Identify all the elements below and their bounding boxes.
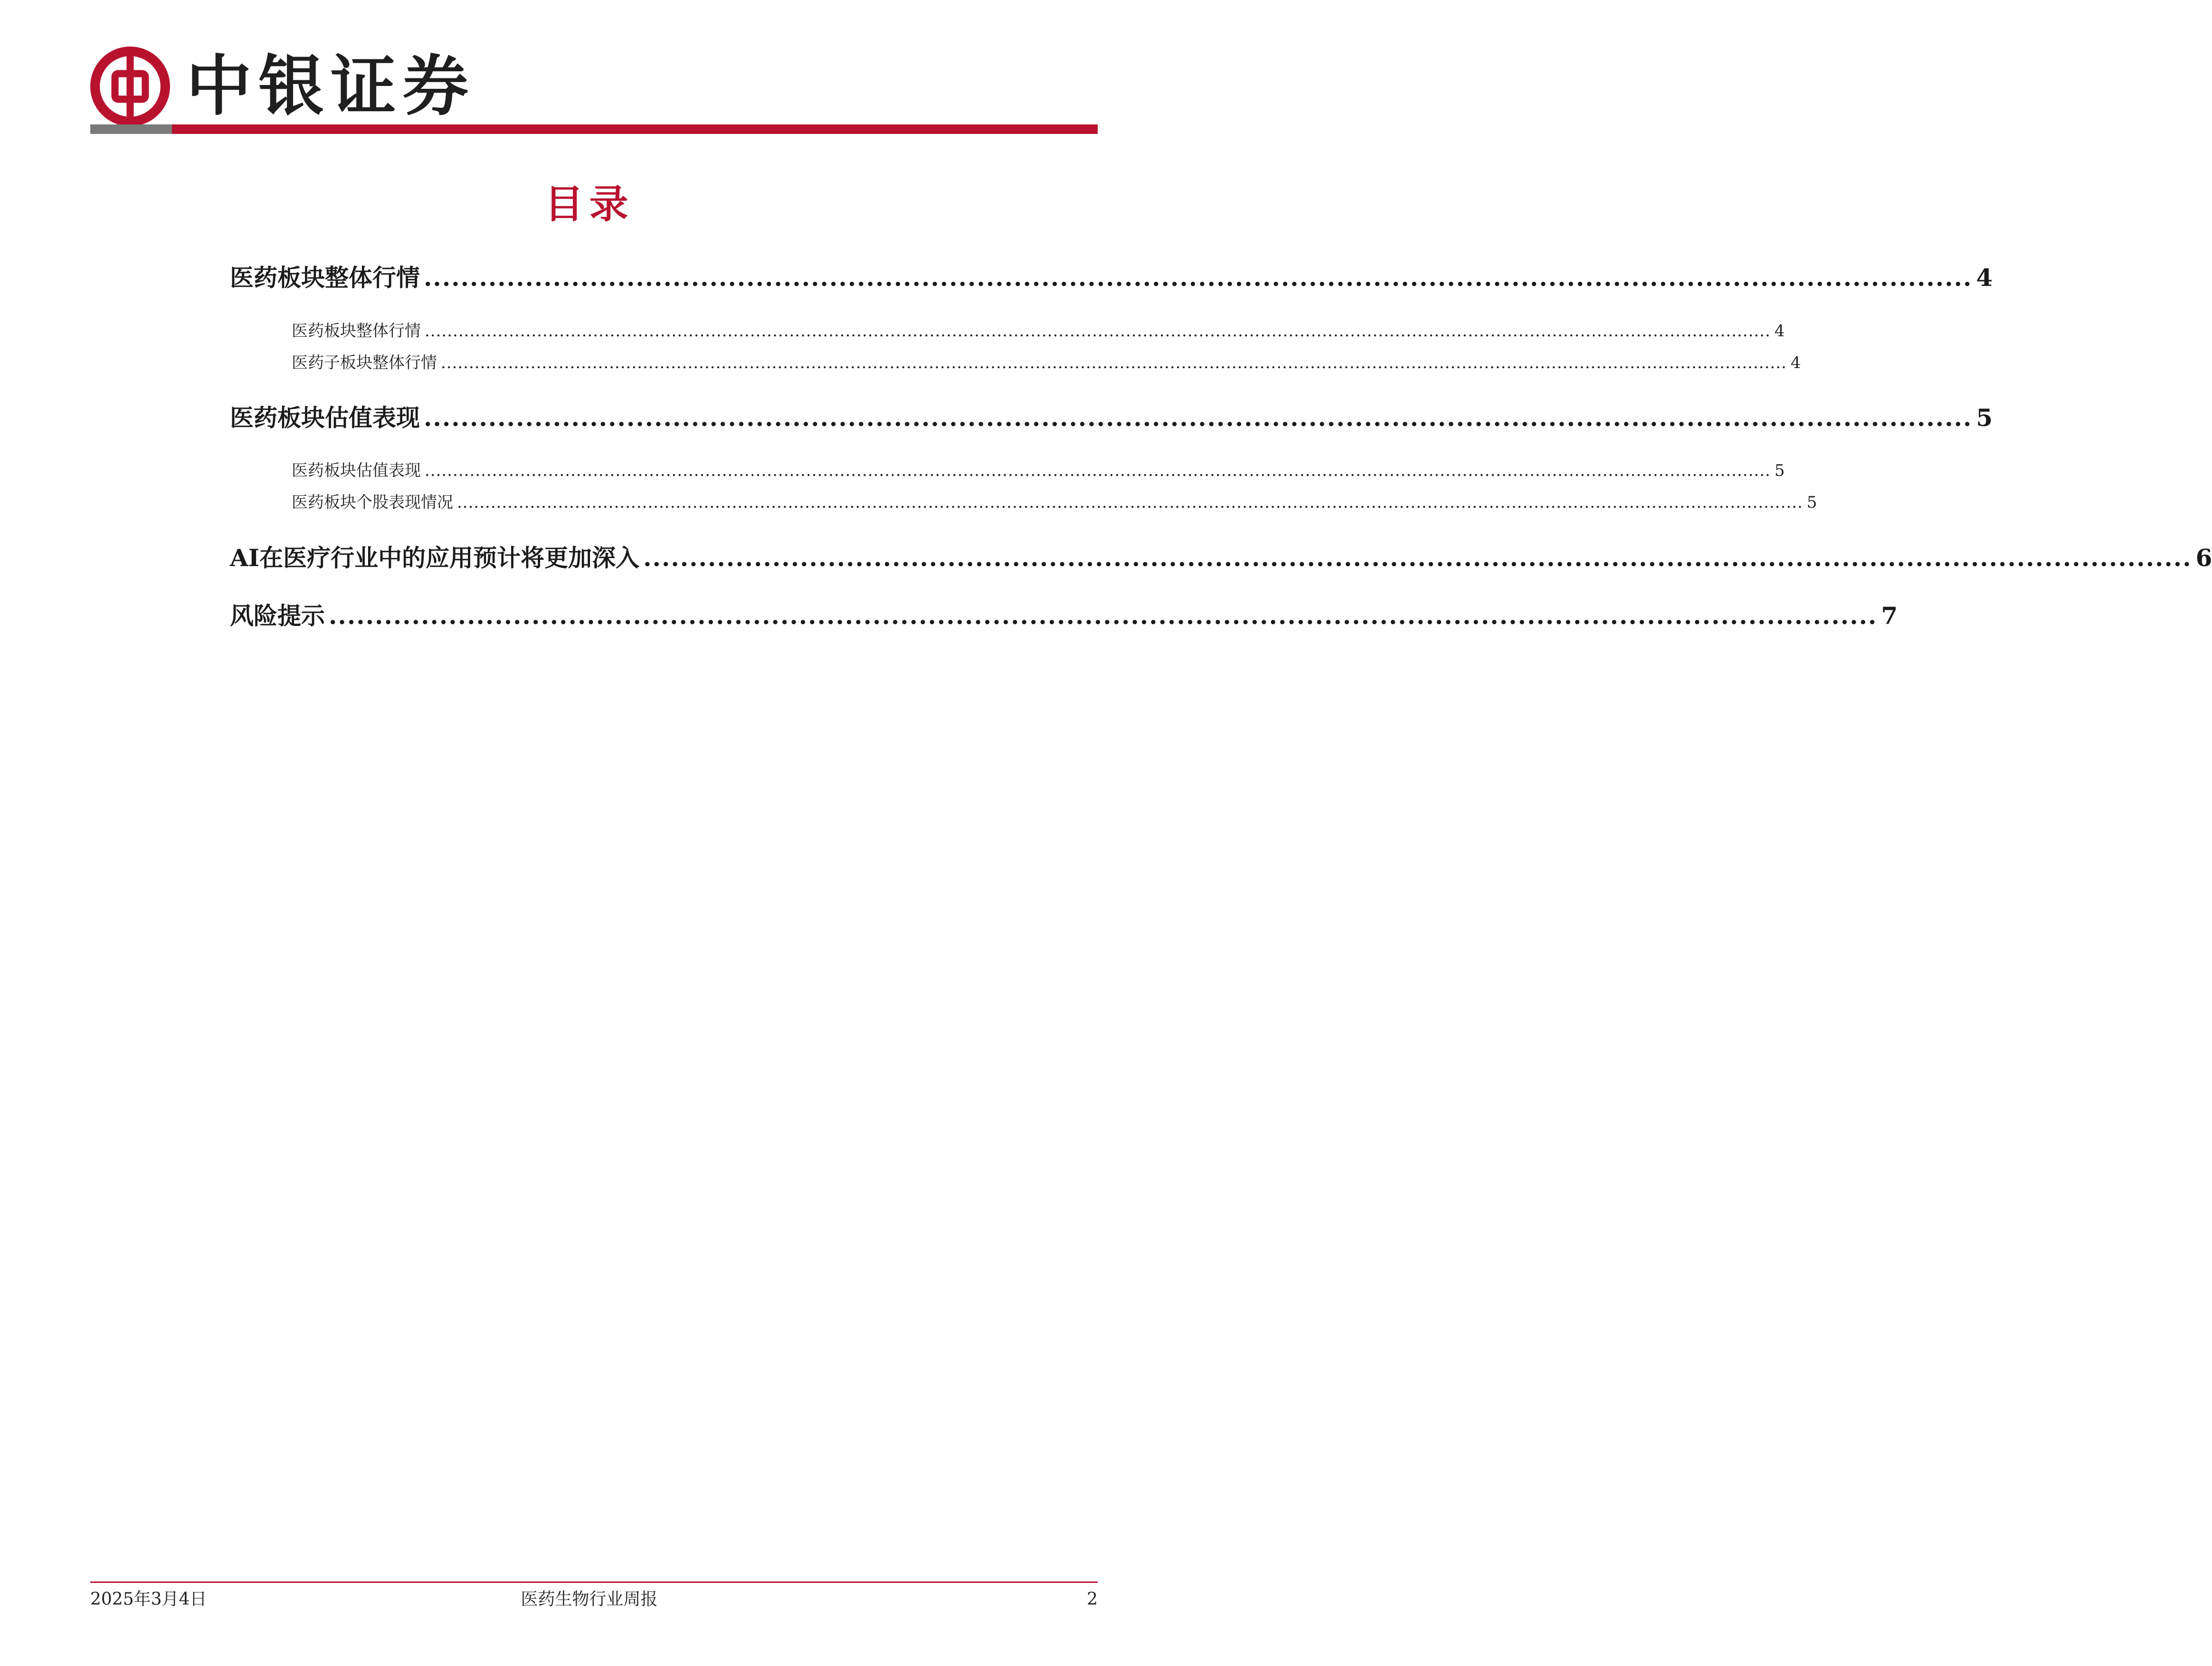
footer-report-name: 医药生物行业周报 <box>521 1590 658 1609</box>
toc-entry-page: 4 <box>1976 264 1993 292</box>
brand-name: 中银证券 <box>186 47 475 124</box>
toc-entry-subsection[interactable] <box>230 460 1785 482</box>
toc-entry-label: 医药板块整体行情 <box>292 322 421 341</box>
toc-leader-dots: ........................................................................................................................................................................ <box>424 264 1973 292</box>
toc-entry-page: 4 <box>1790 353 1801 372</box>
toc-entry-page: 6 <box>2195 544 2212 572</box>
toc-entry-label: AI在医疗行业中的应用预计将更加深入 <box>230 544 640 572</box>
toc-entry-page: 5 <box>1774 461 1785 480</box>
toc-entry-section[interactable] <box>230 262 1993 293</box>
toc-leader-dots: ........................................................................................................................................................................ <box>329 602 1878 630</box>
toc-entry-section[interactable] <box>230 600 1898 632</box>
toc-entry-page: 7 <box>1881 602 1898 630</box>
toc-entry-section[interactable] <box>230 402 1993 434</box>
header-bar-gray <box>90 124 172 134</box>
footer-date: 2025年3月4日 <box>90 1590 207 1609</box>
footer-divider <box>90 1581 1098 1583</box>
toc-title: 目录 <box>544 181 634 227</box>
toc-leader-dots: ................................................................................................................................................................................................................................................ <box>441 353 1787 372</box>
toc-entry-label: 风险提示 <box>230 602 325 630</box>
toc-entry-label: 医药板块个股表现情况 <box>292 493 453 512</box>
toc-entry-label: 医药子板块整体行情 <box>292 353 437 372</box>
toc-leader-dots: ........................................................................................................................................................................ <box>424 404 1973 432</box>
toc-entry-subsection[interactable] <box>230 352 1801 374</box>
bank-of-china-logo-icon <box>90 47 170 126</box>
header-bar-red <box>172 124 1098 134</box>
footer-page-number: 2 <box>1087 1590 1098 1609</box>
toc-leader-dots: ................................................................................................................................................................................................................................................ <box>425 322 1771 341</box>
toc-entry-section[interactable] <box>230 542 2212 574</box>
toc-leader-dots: ........................................................................................................................................................................ <box>643 544 2192 572</box>
toc-entry-subsection[interactable] <box>230 492 1817 513</box>
toc-leader-dots: ................................................................................................................................................................................................................................................ <box>425 461 1771 480</box>
toc-entry-page: 4 <box>1774 322 1785 341</box>
toc-leader-dots: ................................................................................................................................................................................................................................................ <box>457 493 1803 512</box>
toc-entry-subsection[interactable] <box>230 320 1785 342</box>
toc-entry-label: 医药板块估值表现 <box>292 461 421 480</box>
toc-entry-page: 5 <box>1976 404 1993 432</box>
toc-entry-page: 5 <box>1806 493 1817 512</box>
toc-entry-label: 医药板块整体行情 <box>230 264 420 292</box>
toc-entry-label: 医药板块估值表现 <box>230 404 420 432</box>
